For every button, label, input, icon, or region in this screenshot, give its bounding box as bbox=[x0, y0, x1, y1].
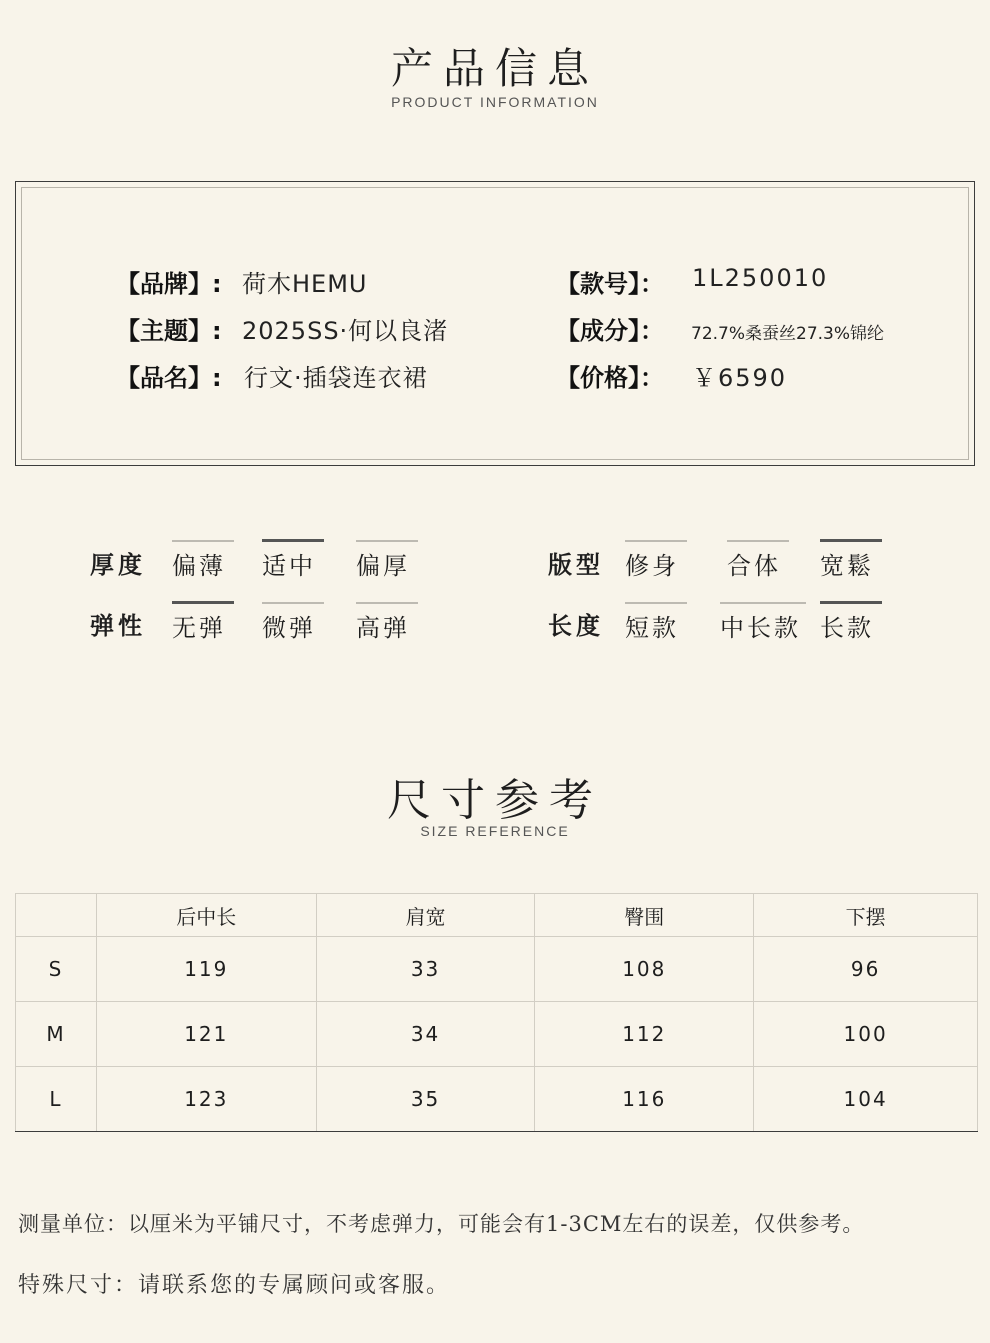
composition-value: 72.7%桑蚕丝27.3%锦纶 bbox=[691, 324, 885, 344]
table-cell: 108 bbox=[535, 937, 754, 1002]
attr-length-label: 长度 bbox=[548, 612, 604, 640]
attr-elasticity-option: 高弹 bbox=[356, 602, 418, 643]
table-cell: 96 bbox=[754, 937, 978, 1002]
size-table-header-cell: 肩宽 bbox=[316, 894, 535, 937]
theme-key: 【主题】: bbox=[116, 317, 222, 345]
attr-length-option-selected: 长款 bbox=[820, 601, 882, 643]
special-size-note: 特殊尺寸：请联系您的专属顾问或客服。 bbox=[18, 1273, 451, 1298]
table-cell: 116 bbox=[535, 1067, 754, 1132]
size-table-header-row bbox=[16, 894, 978, 937]
size-reference-subtitle: SIZE REFERENCE bbox=[420, 823, 570, 839]
price-value: ￥6590 bbox=[692, 364, 788, 392]
attr-thickness-label: 厚度 bbox=[90, 551, 146, 579]
size-reference-title: 尺寸参考 bbox=[387, 775, 603, 826]
product-info-box bbox=[15, 181, 975, 466]
style-number-value: 1L250010 bbox=[692, 264, 829, 292]
attr-length-option: 短款 bbox=[625, 602, 687, 643]
table-cell: 34 bbox=[316, 1002, 535, 1067]
product-name-key: 【品名】: bbox=[116, 364, 222, 392]
attr-elasticity-option-selected: 无弹 bbox=[172, 601, 234, 643]
attr-fit-option-selected: 宽鬆 bbox=[820, 539, 882, 581]
attr-fit-label: 版型 bbox=[548, 551, 604, 579]
attr-thickness-option-selected: 适中 bbox=[262, 539, 324, 581]
attr-length-option: 中长款 bbox=[720, 602, 806, 643]
table-cell: 112 bbox=[535, 1002, 754, 1067]
product-info-subtitle: PRODUCT INFORMATION bbox=[391, 94, 599, 110]
brand-value: 荷木HEMU bbox=[242, 270, 368, 298]
table-cell: 100 bbox=[754, 1002, 978, 1067]
attr-fit-option: 合体 bbox=[727, 540, 789, 581]
measurement-note: 测量单位：以厘米为平铺尺寸，不考虑弹力，可能会有1-3CM左右的误差，仅供参考。 bbox=[18, 1212, 865, 1236]
table-row bbox=[16, 1002, 978, 1067]
table-cell: 35 bbox=[316, 1067, 535, 1132]
table-cell: 123 bbox=[96, 1067, 316, 1132]
size-label-cell: L bbox=[16, 1067, 97, 1132]
composition-key: 【成分】： bbox=[556, 317, 664, 345]
size-table-header-cell: 下摆 bbox=[754, 894, 978, 937]
table-row bbox=[16, 1067, 978, 1132]
table-cell: 33 bbox=[316, 937, 535, 1002]
brand-key: 【品牌】: bbox=[116, 270, 222, 298]
attr-elasticity-option: 微弹 bbox=[262, 602, 324, 643]
attr-thickness-option: 偏薄 bbox=[172, 540, 234, 581]
size-table-header-cell: 臀围 bbox=[535, 894, 754, 937]
theme-value: 2025SS·何以良渚 bbox=[242, 317, 449, 345]
attr-elasticity-label: 弹性 bbox=[90, 612, 146, 640]
attr-thickness-option: 偏厚 bbox=[356, 540, 418, 581]
table-cell: 119 bbox=[96, 937, 316, 1002]
table-cell: 104 bbox=[754, 1067, 978, 1132]
product-info-title: 产品信息 bbox=[390, 44, 599, 93]
table-cell: 121 bbox=[96, 1002, 316, 1067]
size-table-header-cell: 后中长 bbox=[96, 894, 316, 937]
size-table-header-cell bbox=[16, 894, 97, 937]
table-row bbox=[16, 937, 978, 1002]
price-key: 【价格】： bbox=[556, 364, 664, 392]
attr-fit-option: 修身 bbox=[625, 540, 687, 581]
style-number-key: 【款号】： bbox=[556, 270, 664, 298]
size-label-cell: M bbox=[16, 1002, 97, 1067]
size-label-cell: S bbox=[16, 937, 97, 1002]
size-table bbox=[15, 893, 978, 1132]
product-name-value: 行文·插袋连衣裙 bbox=[244, 364, 428, 392]
